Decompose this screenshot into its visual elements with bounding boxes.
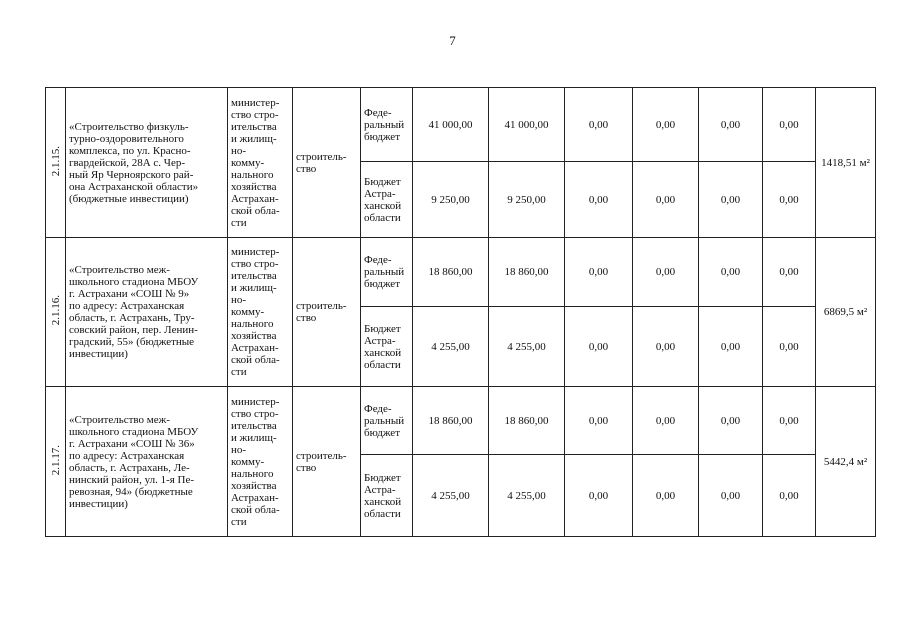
- responsible-line: ительства: [231, 270, 277, 282]
- responsible-line: хозяйства: [231, 330, 277, 342]
- funding-source-line: Бюджет: [364, 175, 401, 188]
- amount-cell: 0,00: [565, 387, 633, 455]
- funding-source-cell: [361, 88, 413, 162]
- responsible-line: и жилищ-: [231, 431, 277, 444]
- amount-cell: 4 255,00: [489, 455, 565, 537]
- funding-source-line: Астра-: [364, 483, 396, 496]
- responsible-line: Астрахан-: [231, 491, 279, 504]
- responsible-line: ской обла-: [231, 503, 280, 516]
- funding-source-line: области: [364, 358, 401, 371]
- project-name-line: «Строительство меж-: [69, 413, 170, 426]
- responsible-cell: [228, 387, 293, 537]
- project-name-cell: [66, 88, 228, 238]
- project-name-line: по адресу: Астраханская: [69, 300, 185, 312]
- responsible-line: министер-: [231, 96, 280, 109]
- amount-cell: 0,00: [699, 387, 763, 455]
- amount-cell: 0,00: [565, 455, 633, 537]
- investment-table: [45, 87, 876, 537]
- table-row: [46, 238, 876, 307]
- responsible-line: нального: [231, 467, 274, 480]
- project-name-line: инвестиции): [69, 348, 128, 360]
- funding-source-line: Феде-: [364, 402, 392, 415]
- work-type-line: строитель-: [296, 449, 347, 462]
- table-row: [46, 387, 876, 455]
- responsible-line: комму-: [231, 156, 265, 169]
- funding-source-line: ханской: [364, 495, 402, 508]
- funding-source-cell: [361, 307, 413, 387]
- amount-cell: 0,00: [633, 88, 699, 162]
- project-name-line: область, г. Астрахань, Тру-: [69, 312, 195, 324]
- responsible-line: ской обла-: [231, 204, 280, 217]
- project-name-line: градский, 55» (бюджетные: [69, 336, 195, 348]
- responsible-line: Астрахан-: [231, 192, 279, 205]
- project-name-line: инвестиции): [69, 497, 128, 510]
- project-name-cell: [66, 238, 228, 387]
- row-number-cell: [46, 387, 66, 537]
- funding-source-line: Астра-: [364, 187, 396, 200]
- responsible-line: комму-: [231, 306, 265, 318]
- amount-cell: 18 860,00: [489, 238, 565, 307]
- project-name-line: г. Астрахани «СОШ № 36»: [69, 437, 195, 450]
- project-name-line: она Астраханской области»: [69, 180, 199, 193]
- funding-source-line: области: [364, 507, 401, 520]
- amount-cell: 0,00: [633, 238, 699, 307]
- row-number: 2.1.17.: [49, 444, 62, 476]
- funding-source-cell: [361, 387, 413, 455]
- responsible-line: хозяйства: [231, 479, 277, 492]
- responsible-line: ство стро-: [231, 407, 279, 420]
- amount-cell: 0,00: [633, 455, 699, 537]
- table-row: [46, 88, 876, 162]
- responsible-line: Астрахан-: [231, 342, 279, 354]
- amount-cell: 4 255,00: [413, 455, 489, 537]
- funding-source-line: ханской: [364, 199, 402, 212]
- responsible-line: но-: [231, 294, 247, 306]
- funding-source-line: Феде-: [364, 106, 392, 119]
- responsible-line: и жилищ-: [231, 282, 277, 294]
- responsible-line: но-: [231, 443, 247, 456]
- amount-cell: 4 255,00: [489, 307, 565, 387]
- amount-cell: 0,00: [763, 88, 816, 162]
- responsible-line: ство стро-: [231, 258, 279, 270]
- amount-cell: 18 860,00: [489, 387, 565, 455]
- project-name-line: г. Астрахани «СОШ № 9»: [69, 288, 190, 300]
- project-name-line: школьного стадиона МБОУ: [69, 425, 199, 438]
- amount-cell: 0,00: [633, 162, 699, 238]
- project-name-line: совский район, пер. Ленин-: [69, 324, 198, 336]
- amount-cell: 0,00: [763, 387, 816, 455]
- funding-source-line: Бюджет: [364, 471, 401, 484]
- funding-source-line: ральный: [364, 414, 405, 427]
- funding-source-line: бюджет: [364, 426, 400, 439]
- row-number: 2.1.16.: [49, 295, 62, 326]
- funding-source-line: бюджет: [364, 278, 400, 290]
- responsible-line: ство стро-: [231, 108, 279, 121]
- project-name-cell: [66, 387, 228, 537]
- project-name-line: турно-оздоровительного: [69, 132, 184, 145]
- amount-cell: 0,00: [699, 162, 763, 238]
- funding-source-cell: [361, 162, 413, 238]
- amount-cell: 0,00: [763, 238, 816, 307]
- responsible-cell: [228, 238, 293, 387]
- responsible-line: хозяйства: [231, 180, 277, 193]
- funding-source-line: ральный: [364, 266, 405, 278]
- amount-cell: 9 250,00: [489, 162, 565, 238]
- area-cell: 6869,5 м²: [816, 238, 876, 387]
- responsible-line: ской обла-: [231, 354, 280, 366]
- area-cell: 1418,51 м²: [816, 88, 876, 238]
- amount-cell: 0,00: [763, 455, 816, 537]
- amount-cell: 0,00: [565, 307, 633, 387]
- amount-cell: 0,00: [633, 387, 699, 455]
- amount-cell: 4 255,00: [413, 307, 489, 387]
- project-name-line: «Строительство меж-: [69, 264, 170, 276]
- amount-cell: 0,00: [699, 88, 763, 162]
- responsible-line: ительства: [231, 120, 277, 133]
- amount-cell: 9 250,00: [413, 162, 489, 238]
- work-type-cell: [293, 238, 361, 387]
- responsible-line: нального: [231, 168, 274, 181]
- project-name-line: нинский район, ул. 1-я Пе-: [69, 473, 195, 486]
- row-number-cell: [46, 88, 66, 238]
- project-name-line: область, г. Астрахань, Ле-: [69, 461, 190, 474]
- amount-cell: 0,00: [763, 162, 816, 238]
- responsible-cell: [228, 88, 293, 238]
- responsible-line: министер-: [231, 395, 280, 408]
- work-type-line: ство: [296, 312, 317, 324]
- amount-cell: 0,00: [699, 455, 763, 537]
- funding-source-line: ральный: [364, 118, 405, 131]
- responsible-line: сти: [231, 216, 247, 229]
- funding-source-line: Феде-: [364, 254, 392, 266]
- amount-cell: 41 000,00: [413, 88, 489, 162]
- row-number: 2.1.15.: [49, 145, 62, 177]
- responsible-line: нального: [231, 318, 274, 330]
- project-name-line: комплекса, по ул. Красно-: [69, 144, 191, 157]
- funding-source-line: ханской: [364, 346, 402, 359]
- project-name-line: ный Яр Черноярского рай-: [69, 168, 194, 181]
- work-type-cell: [293, 387, 361, 537]
- table-body: [46, 88, 876, 537]
- amount-cell: 0,00: [565, 238, 633, 307]
- amount-cell: 18 860,00: [413, 387, 489, 455]
- amount-cell: 41 000,00: [489, 88, 565, 162]
- responsible-line: министер-: [231, 246, 280, 258]
- amount-cell: 0,00: [699, 238, 763, 307]
- amount-cell: 0,00: [565, 162, 633, 238]
- work-type-cell: [293, 88, 361, 238]
- responsible-line: и жилищ-: [231, 132, 277, 145]
- funding-source-line: Бюджет: [364, 322, 401, 335]
- work-type-line: строитель-: [296, 150, 347, 163]
- page-number: 7: [449, 33, 456, 48]
- amount-cell: 0,00: [763, 307, 816, 387]
- funding-source-line: Астра-: [364, 334, 396, 347]
- responsible-line: сти: [231, 515, 247, 528]
- amount-cell: 18 860,00: [413, 238, 489, 307]
- funding-source-line: бюджет: [364, 130, 400, 143]
- work-type-line: ство: [296, 461, 317, 474]
- area-cell: 5442,4 м²: [816, 387, 876, 537]
- project-name-line: ревозная, 94» (бюджетные: [69, 485, 193, 498]
- amount-cell: 0,00: [633, 307, 699, 387]
- project-name-line: школьного стадиона МБОУ: [69, 276, 199, 288]
- funding-source-cell: [361, 238, 413, 307]
- work-type-line: строитель-: [296, 300, 347, 312]
- responsible-line: ительства: [231, 419, 277, 432]
- row-number-cell: [46, 238, 66, 387]
- funding-source-line: области: [364, 211, 401, 224]
- project-name-line: «Строительство физкуль-: [69, 120, 189, 133]
- project-name-line: (бюджетные инвестиции): [69, 192, 189, 205]
- work-type-line: ство: [296, 162, 317, 175]
- amount-cell: 0,00: [699, 307, 763, 387]
- responsible-line: но-: [231, 144, 247, 157]
- project-name-line: гвардейской, 28А с. Чер-: [69, 156, 185, 169]
- amount-cell: 0,00: [565, 88, 633, 162]
- project-name-line: по адресу: Астраханская: [69, 449, 185, 462]
- responsible-line: комму-: [231, 455, 265, 468]
- responsible-line: сти: [231, 366, 247, 378]
- funding-source-cell: [361, 455, 413, 537]
